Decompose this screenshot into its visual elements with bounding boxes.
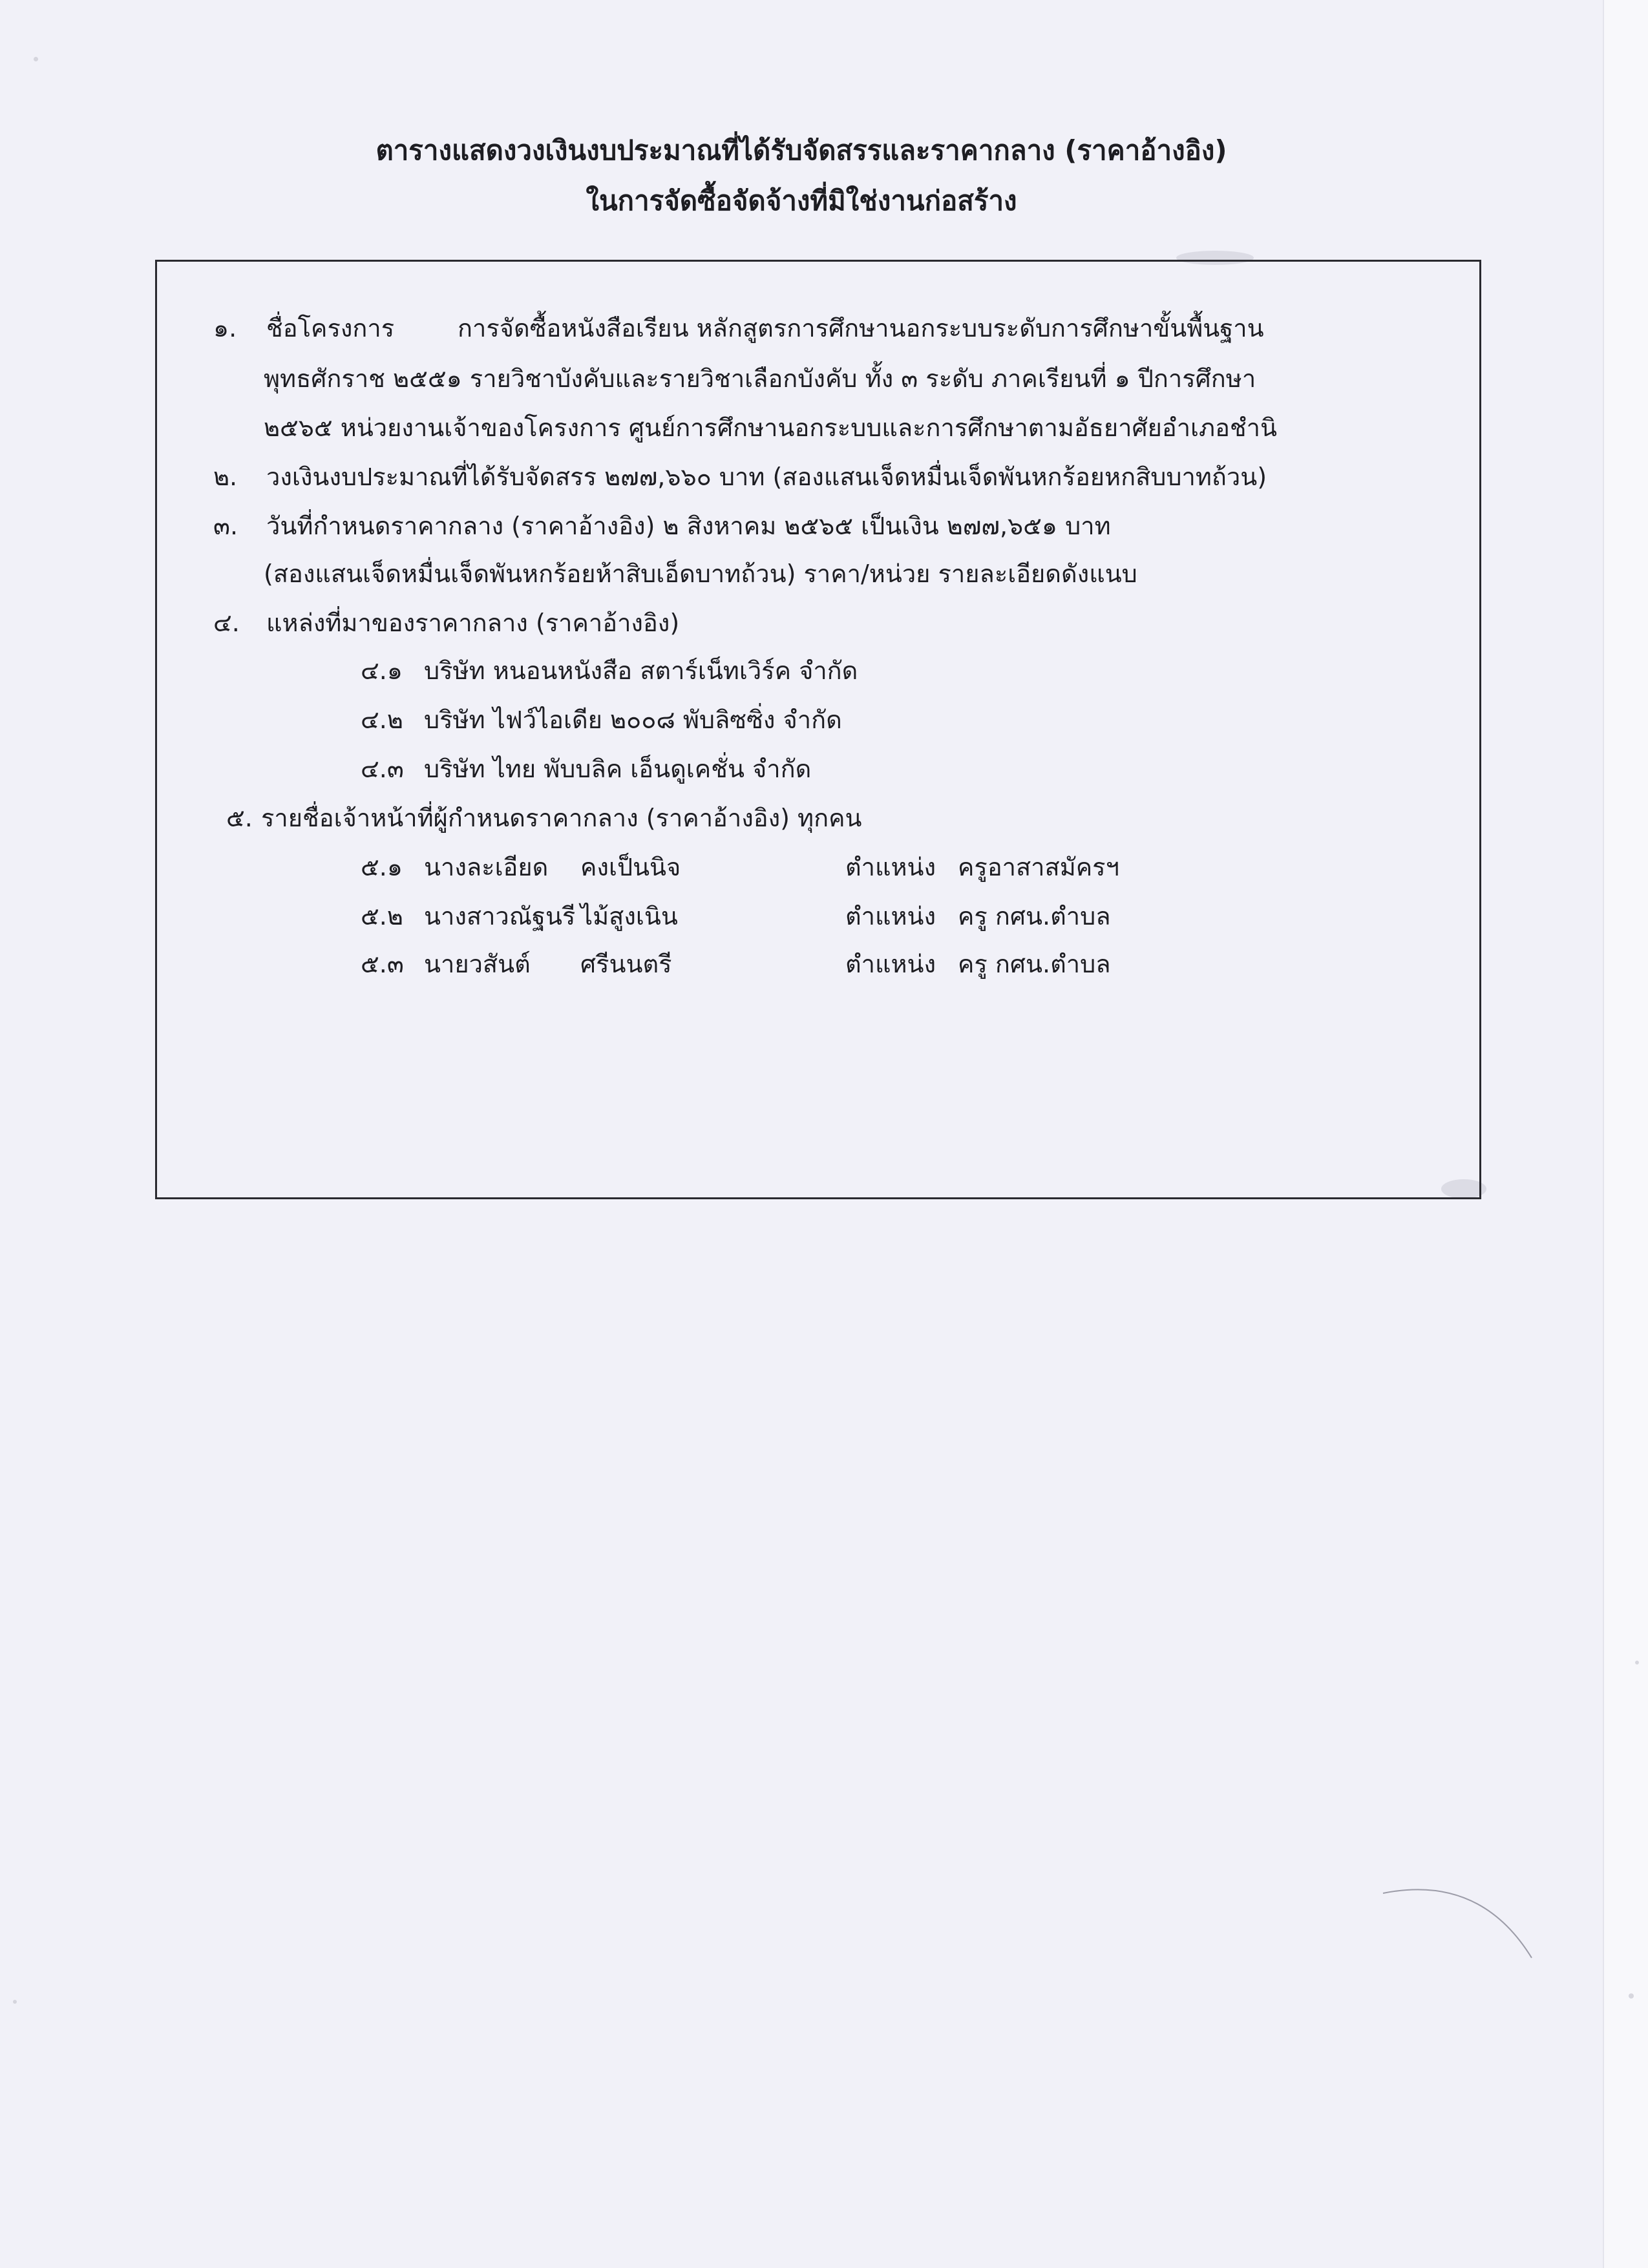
item5-number: ๕. (226, 804, 253, 832)
source-name: บริษัท ไฟว์ไอเดีย ๒๐๐๘ พับลิซซิ่ง จำกัด (424, 706, 842, 734)
item3-number: ๓. (213, 512, 238, 540)
source-number: ๔.๑ (361, 656, 403, 685)
item1-line2: พุทธศักราช ๒๕๕๑ รายวิชาบังคับและรายวิชาเลือกบังคับ ทั้ง ๓ ระดับ ภาคเรียนที่ ๑ ปีการศึกษา (264, 364, 1256, 393)
source-name: บริษัท ไทย พับบลิค เอ็นดูเคชั่น จำกัด (424, 755, 812, 783)
officer-position: ครู กศน.ตำบล (958, 902, 1111, 930)
officer-position-label: ตำแหน่ง (845, 950, 936, 978)
officer-last-name: ศรีนนตรี (580, 950, 672, 978)
officer-position: ครูอาสาสมัครฯ (958, 853, 1119, 881)
item5-text: รายชื่อเจ้าหน้าที่ผู้กำหนดราคากลาง (ราคาอ้างอิง) ทุกคน (261, 804, 862, 832)
officer-position: ครู กศน.ตำบล (958, 950, 1111, 978)
item1-line1: การจัดซื้อหนังสือเรียน หลักสูตรการศึกษานอกระบบระดับการศึกษาขั้นพื้นฐาน (458, 314, 1264, 342)
document-title-line2: ในการจัดซื้อจัดจ้างที่มิใช่งานก่อสร้าง (586, 185, 1017, 216)
officer-last-name: ไม้สูงเนิน (580, 902, 678, 930)
source-number: ๔.๓ (361, 755, 404, 783)
officer-number: ๕.๒ (361, 902, 403, 930)
officer-number: ๕.๑ (361, 853, 403, 881)
officer-first-name: นางละเอียด (424, 853, 549, 881)
item1-number: ๑. (213, 314, 237, 342)
scan-speck (13, 2000, 17, 2004)
officer-first-name: นางสาวณัฐนรี (424, 902, 576, 930)
source-name: บริษัท หนอนหนังสือ สตาร์เน็ทเวิร์ค จำกัด (424, 656, 858, 685)
item3-line1: วันที่กำหนดราคากลาง (ราคาอ้างอิง) ๒ สิงหาคม ๒๕๖๕ เป็นเงิน ๒๗๗,๖๕๑ บาท (266, 512, 1111, 540)
item3-line2: (สองแสนเจ็ดหมื่นเจ็ดพันหกร้อยห้าสิบเอ็ดบาทถ้วน) ราคา/หน่วย รายละเอียดดังแนบ (264, 560, 1137, 588)
officer-first-name: นายวสันต์ (424, 950, 531, 978)
item2-number: ๒. (213, 463, 238, 491)
paper-fold-arc (1377, 1874, 1545, 1964)
officer-number: ๕.๓ (361, 950, 404, 978)
document-title-line1: ตารางแสดงวงเงินงบประมาณที่ได้รับจัดสรรและราคากลาง (ราคาอ้างอิง) (375, 134, 1227, 166)
officer-position-label: ตำแหน่ง (845, 853, 936, 881)
scan-speck (34, 57, 38, 61)
item4-number: ๔. (213, 609, 240, 637)
scan-speck (1629, 1993, 1634, 1999)
item1-label: ชื่อโครงการ (266, 314, 395, 342)
scan-edge (1603, 0, 1648, 2268)
item1-line3: ๒๕๖๕ หน่วยงานเจ้าของโครงการ ศูนย์การศึกษานอกระบบและการศึกษาตามอัธยาศัยอำเภอชำนิ (264, 414, 1278, 442)
source-number: ๔.๒ (361, 706, 403, 734)
item2-text: วงเงินงบประมาณที่ได้รับจัดสรร ๒๗๗,๖๖๐ บาท (สองแสนเจ็ดหมื่นเจ็ดพันหกร้อยหกสิบบาทถ้วน) (266, 463, 1267, 491)
item4-text: แหล่งที่มาของราคากลาง (ราคาอ้างอิง) (266, 609, 680, 637)
officer-last-name: คงเป็นนิจ (580, 853, 681, 881)
officer-position-label: ตำแหน่ง (845, 902, 936, 930)
scan-speck (1635, 1661, 1639, 1664)
